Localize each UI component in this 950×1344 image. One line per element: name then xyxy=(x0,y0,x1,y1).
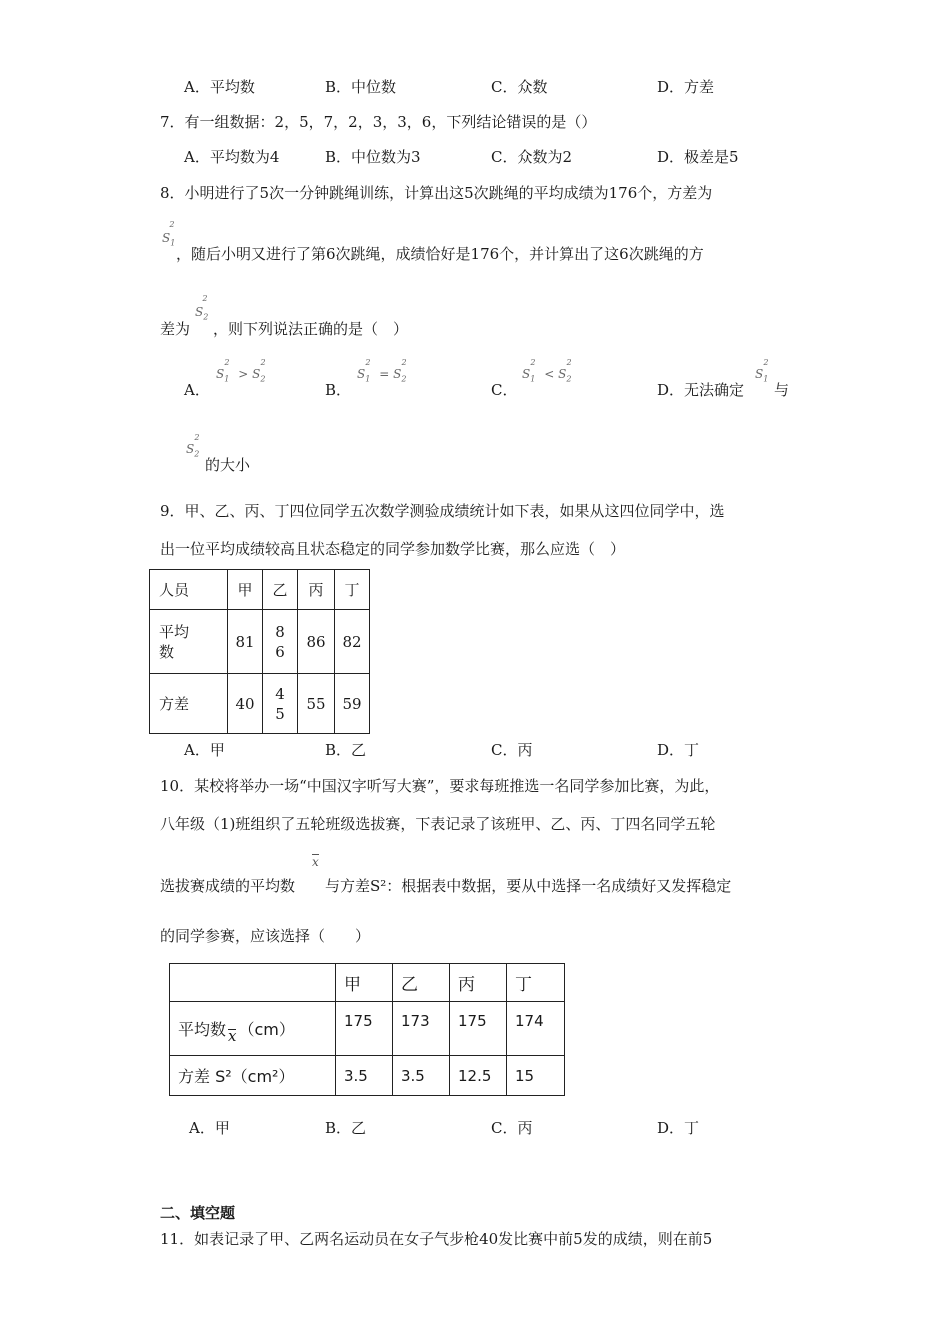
q10-line4: 的同学参赛，应该选择（ ） xyxy=(160,927,371,945)
q10-xbar: x xyxy=(312,855,319,869)
q9-header-bing: 丙 xyxy=(298,570,335,610)
q10-option-c: C．丙 xyxy=(491,1119,533,1137)
q8-option-d: D．无法确定 xyxy=(657,381,745,399)
q10-var-bing: 12.5 xyxy=(450,1056,507,1096)
q8-option-d-and: 与 xyxy=(774,381,790,399)
q9-table xyxy=(149,569,370,734)
q10-option-b: B．乙 xyxy=(325,1119,367,1137)
q8-option-d-s1: $S_1^2$ xyxy=(755,358,769,384)
q9-var-ding: 59 xyxy=(335,674,370,734)
q6-option-d: D．方差 xyxy=(657,78,715,96)
q9-mean-yi: 8 6 xyxy=(263,610,298,674)
q9-mean-jia: 81 xyxy=(228,610,263,674)
q9-option-c: C．丙 xyxy=(491,741,533,759)
q8-option-c-formula: $S_1^2 < S_2^2$ xyxy=(522,358,572,384)
q8-line3-pre: 差为 xyxy=(160,320,191,338)
q8-line1: 8．小明进行了5次一分钟跳绳训练，计算出这5次跳绳的平均成绩为176个，方差为 xyxy=(160,184,713,202)
q10-option-d: D．丁 xyxy=(657,1119,700,1137)
q10-option-a: A．甲 xyxy=(189,1119,230,1137)
q10-row-var-label: 方差 S²（cm²） xyxy=(170,1056,336,1096)
q10-line2: 八年级（1)班组织了五轮班级选拔赛，下表记录了该班甲、乙、丙、丁四名同学五轮 xyxy=(160,815,716,833)
q8-option-a-formula: $S_1^2 > S_2^2$ xyxy=(216,358,266,384)
q10-header-ding: 丁 xyxy=(507,964,565,1002)
q9-option-d: D．丁 xyxy=(657,741,700,759)
q10-header-bing: 丙 xyxy=(450,964,507,1002)
q10-table xyxy=(169,963,565,1096)
q8-option-b: B． xyxy=(325,381,352,399)
q7-option-b: B．中位数为3 xyxy=(325,148,421,166)
q8-option-a: A． xyxy=(184,381,210,399)
q9-option-b: B．乙 xyxy=(325,741,367,759)
q9-line2: 出一位平均成绩较高且状态稳定的同学参加数学比赛，那么应选（ ） xyxy=(160,540,626,558)
q9-option-a: A．甲 xyxy=(184,741,225,759)
q7-stem: 7．有一组数据：2，5，7，2，3，3，6，下列结论错误的是（） xyxy=(160,113,597,131)
q8-line3-post: ，则下列说法正确的是（ ） xyxy=(213,320,409,338)
q10-mean-ding: 174 xyxy=(507,1002,565,1056)
q9-row-var-label: 方差 xyxy=(150,674,228,734)
q8-line2: ，随后小明又进行了第6次跳绳，成绩恰好是176个，并计算出了这6次跳绳的方 xyxy=(176,245,704,263)
q10-line1: 10．某校将举办一场“中国汉字听写大赛”，要求每班推选一名同学参加比赛，为此， xyxy=(160,777,720,795)
q10-var-jia: 3.5 xyxy=(336,1056,393,1096)
q9-mean-bing: 86 xyxy=(298,610,335,674)
q10-var-yi: 3.5 xyxy=(393,1056,450,1096)
q7-option-d: D．极差是5 xyxy=(657,148,739,166)
q10-mean-yi: 173 xyxy=(393,1002,450,1056)
q10-header-jia: 甲 xyxy=(336,964,393,1002)
q9-header-jia: 甲 xyxy=(228,570,263,610)
q9-mean-ding: 82 xyxy=(335,610,370,674)
q10-line3-pre: 选拔赛成绩的平均数 xyxy=(160,877,296,895)
q10-mean-jia: 175 xyxy=(336,1002,393,1056)
section-title-fill-in: 二、填空题 xyxy=(160,1204,236,1222)
q8-s2-squared: $S_2^2$ xyxy=(195,294,209,322)
q10-header-blank xyxy=(170,964,336,1002)
q6-option-b: B．中位数 xyxy=(325,78,397,96)
q9-row-mean-label: 平均 数 xyxy=(150,610,228,674)
q10-var-ding: 15 xyxy=(507,1056,565,1096)
q6-option-a: A．平均数 xyxy=(184,78,255,96)
q6-option-c: C．众数 xyxy=(491,78,548,96)
q10-row-mean-label: 平均数 x （cm） xyxy=(170,1002,336,1056)
q11-line1: 11．如表记录了甲、乙两名运动员在女子气步枪40发比赛中前5发的成绩，则在前5 xyxy=(160,1230,713,1248)
q8-s1-squared: $S_1^2$ xyxy=(162,220,176,248)
q10-mean-bing: 175 xyxy=(450,1002,507,1056)
q10-header-yi: 乙 xyxy=(393,964,450,1002)
q10-line3-post: 与方差S²：根据表中数据，要从中选择一名成绩好又发挥稳定 xyxy=(325,877,732,895)
q8-option-c: C． xyxy=(491,381,518,399)
q7-option-c: C．众数为2 xyxy=(491,148,573,166)
q8-option-d-end: 的大小 xyxy=(205,456,251,474)
q9-var-bing: 55 xyxy=(298,674,335,734)
q9-var-yi: 4 5 xyxy=(263,674,298,734)
q9-header-yi: 乙 xyxy=(263,570,298,610)
q9-line1: 9．甲、乙、丙、丁四位同学五次数学测验成绩统计如下表，如果从这四位同学中，选 xyxy=(160,502,725,520)
q8-option-b-formula: $S_1^2 = S_2^2$ xyxy=(357,358,407,384)
q8-option-d-s2: $S_2^2$ xyxy=(186,433,200,459)
q7-option-a: A．平均数为4 xyxy=(184,148,280,166)
q9-header-person: 人员 xyxy=(150,570,228,610)
q9-header-ding: 丁 xyxy=(335,570,370,610)
q9-var-jia: 40 xyxy=(228,674,263,734)
